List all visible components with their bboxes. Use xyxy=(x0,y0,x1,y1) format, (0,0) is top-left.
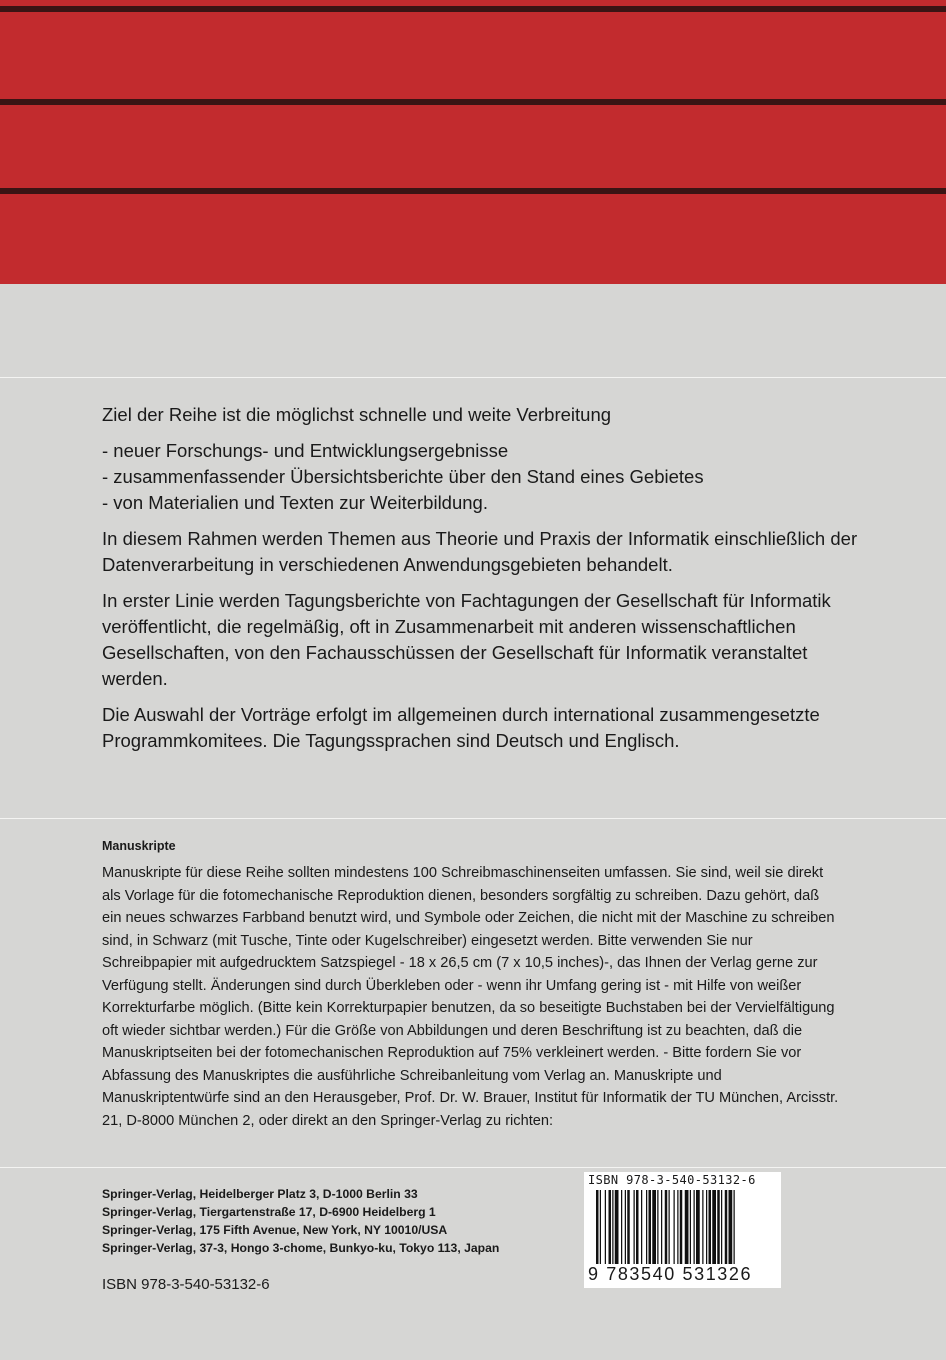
address-line: Springer-Verlag, 37-3, Hongo 3-chome, Bunkyo-ku, Tokyo 113, Japan xyxy=(102,1241,500,1255)
publisher-addresses xyxy=(102,1185,499,1257)
manuscripts-body: Manuskripte für diese Reihe sollten mindestens 100 Schreibmaschinenseiten umfassen. Sie sind, weil sie direkt als Vorlage für die fotomechanische Reproduktion dienen, besonders sorgfältig zu schreiben. Dazu gehört, daß ein neues schwarzes Farbband benutzt wird, und Symbole oder Zeichen, die nicht mit der Maschine zu schreiben sind, in Schwarz (mit Tusche, Tinte oder Kugelschreiber) eingesetzt werden. Bitte verwenden Sie nur Schreibpapier mit aufgedrucktem Satzspiegel - 18 x 26,5 cm (7 x 10,5 inches)-, das Ihnen der Verlag gerne zur Verfügung stellt. Änderungen sind durch Überkleben oder - wenn ihr Umfang gering ist - mit Hilfe von weißer Korrekturfarbe möglich. (Bitte kein Korrekturpapier benutzen, da so beseitigte Buchstaben bei der Vervielfältigung oft wieder sichtbar werden.) Für die Größe von Abbildungen und deren Beschriftung ist zu beachten, daß die Manuskriptseiten bei der fotomechanischen Reproduktion auf 75% verkleinert werden. - Bitte fordern Sie vor Abfassung des Manuskriptes die ausführliche Schreibanleitung vom Verlag an. Manuskripte und Manuskriptentwürfe sind an den Herausgeber, Prof. Dr. W. Brauer, Institut für Informatik der TU München, Arcisstr. 21, D-8000 München 2, oder direkt an den Springer-Verlag zu richten: xyxy=(102,865,839,1129)
intro-paragraph: In diesem Rahmen werden Themen aus Theorie und Praxis der Informatik einschließlich der Datenverarbeitung in verschiedenen Anwendungsgebieten behandelt. xyxy=(102,528,858,575)
intro-paragraph: Die Auswahl der Vorträge erfolgt im allgemeinen durch international zusammengesetzte Programmkomitees. Die Tagungssprachen sind Deutsch und Englisch. xyxy=(102,704,820,751)
address-line: Springer-Verlag, 175 Fifth Avenue, New York, NY 10010/USA xyxy=(102,1223,448,1237)
manuscripts-heading: Manuskripte xyxy=(102,839,176,853)
isbn-barcode xyxy=(584,1172,781,1288)
intro-paragraph: Ziel der Reihe ist die möglichst schnelle und weite Verbreitung xyxy=(102,404,612,425)
cover-stripe xyxy=(0,6,946,12)
intro-list xyxy=(102,438,862,516)
address-line: Springer-Verlag, Heidelberger Platz 3, D-1000 Berlin 33 xyxy=(102,1187,418,1201)
intro-list-item: - neuer Forschungs- und Entwicklungsergebnisse xyxy=(102,440,509,461)
cover-stripe xyxy=(0,188,946,194)
intro-paragraph: In erster Linie werden Tagungsberichte von Fachtagungen der Gesellschaft für Informatik veröffentlicht, die regelmäßig, oft in Zusammenarbeit mit anderen wissenschaftlichen Gesellschaften, von den Fachausschüssen der Gesellschaft für Informatik veranstaltet werden. xyxy=(102,590,831,689)
divider xyxy=(0,377,946,378)
divider xyxy=(0,1167,946,1168)
divider xyxy=(0,818,946,819)
cover-stripe xyxy=(0,99,946,105)
intro-list-item: - zusammenfassender Übersichtsberichte über den Stand eines Gebietes xyxy=(102,466,704,487)
series-description xyxy=(102,402,862,764)
barcode-isbn-text: ISBN 978-3-540-53132-6 xyxy=(588,1173,756,1187)
address-line: Springer-Verlag, Tiergartenstraße 17, D-6900 Heidelberg 1 xyxy=(102,1205,436,1219)
intro-list-item: - von Materialien und Texten zur Weiterbildung. xyxy=(102,492,488,513)
cover-red-band xyxy=(0,0,946,284)
barcode-number: 9 783540 531326 xyxy=(588,1264,778,1285)
isbn-text: ISBN 978-3-540-53132-6 xyxy=(102,1276,270,1293)
manuscripts-section xyxy=(102,836,842,1132)
